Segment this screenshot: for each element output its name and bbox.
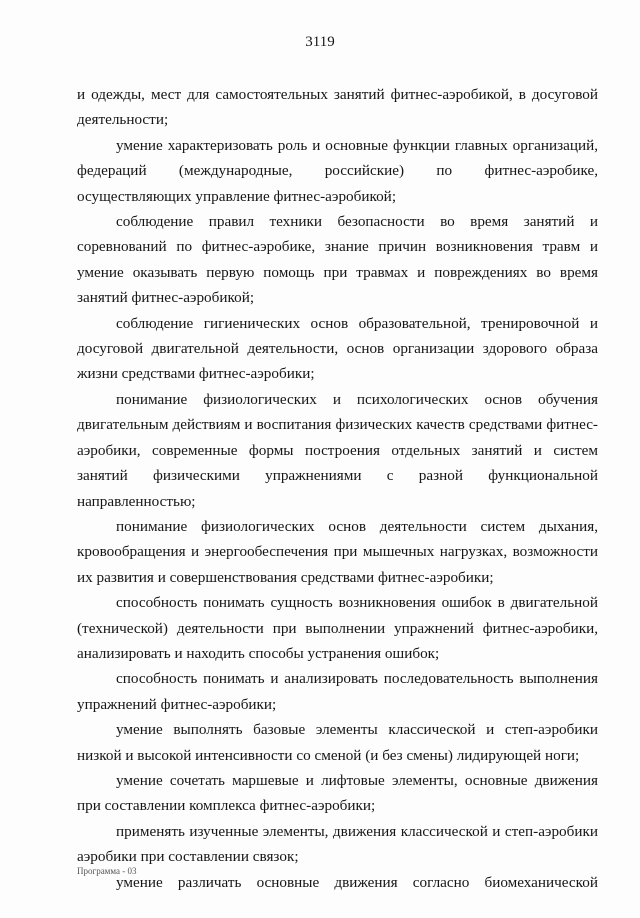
footer-label: Программа - 03: [77, 866, 137, 876]
paragraph: способность понимать и анализировать последовательность выполнения упражнений фитнес-аэробики;: [77, 670, 598, 713]
paragraph: соблюдение гигиенических основ образовательной, тренировочной и досуговой двигательной деятельности, основ организации здорового образа жизни средствами фитнес-аэробики;: [77, 314, 598, 383]
document-body: [77, 82, 598, 895]
page-number: 3119: [305, 34, 335, 50]
paragraph: умение характеризовать роль и основные функции главных организаций, федераций (международные, российские) по фитнес-аэробике, осуществляющих управление фитнес-аэробикой;: [77, 136, 598, 205]
paragraph: понимание физиологических и психологических основ обучения двигательным действиям и воспитания физических качеств средствами фитнес-аэробики, современные формы построения отдельных занятий и систем занятий физическими упражнениями с разной функциональной направленностью;: [77, 390, 598, 510]
paragraph: умение различать основные движения согласно биомеханической: [116, 873, 598, 891]
paragraph: умение сочетать маршевые и лифтовые элементы, основные движения при составлении комплекса фитнес-аэробики;: [77, 771, 598, 815]
paragraph: понимание физиологических основ деятельности систем дыхания, кровообращения и энергообеспечения при мышечных нагрузках, возможности их развития и совершенствования средствами фитнес-аэробики;: [77, 517, 598, 586]
paragraph: умение выполнять базовые элементы классической и степ-аэробики низкой и высокой интенсивности со сменой (и без смены) лидирующей ноги;: [77, 721, 598, 764]
paragraph: применять изученные элементы, движения классической и степ-аэробики аэробики при составлении связок;: [77, 822, 598, 866]
paragraph: способность понимать сущность возникновения ошибок в двигательной (технической) деятельности при выполнении упражнений фитнес-аэробики, анализировать и находить способы устранения ошибок;: [77, 594, 598, 662]
paragraph: соблюдение правил техники безопасности во время занятий и соревнований по фитнес-аэробике, знание причин возникновения травм и умение оказывать первую помощь при травмах и повреждениях во время занятий фитнес-аэробикой;: [77, 213, 598, 307]
paragraph: и одежды, мест для самостоятельных занятий фитнес-аэробикой, в досуговой деятельности;: [77, 86, 598, 129]
